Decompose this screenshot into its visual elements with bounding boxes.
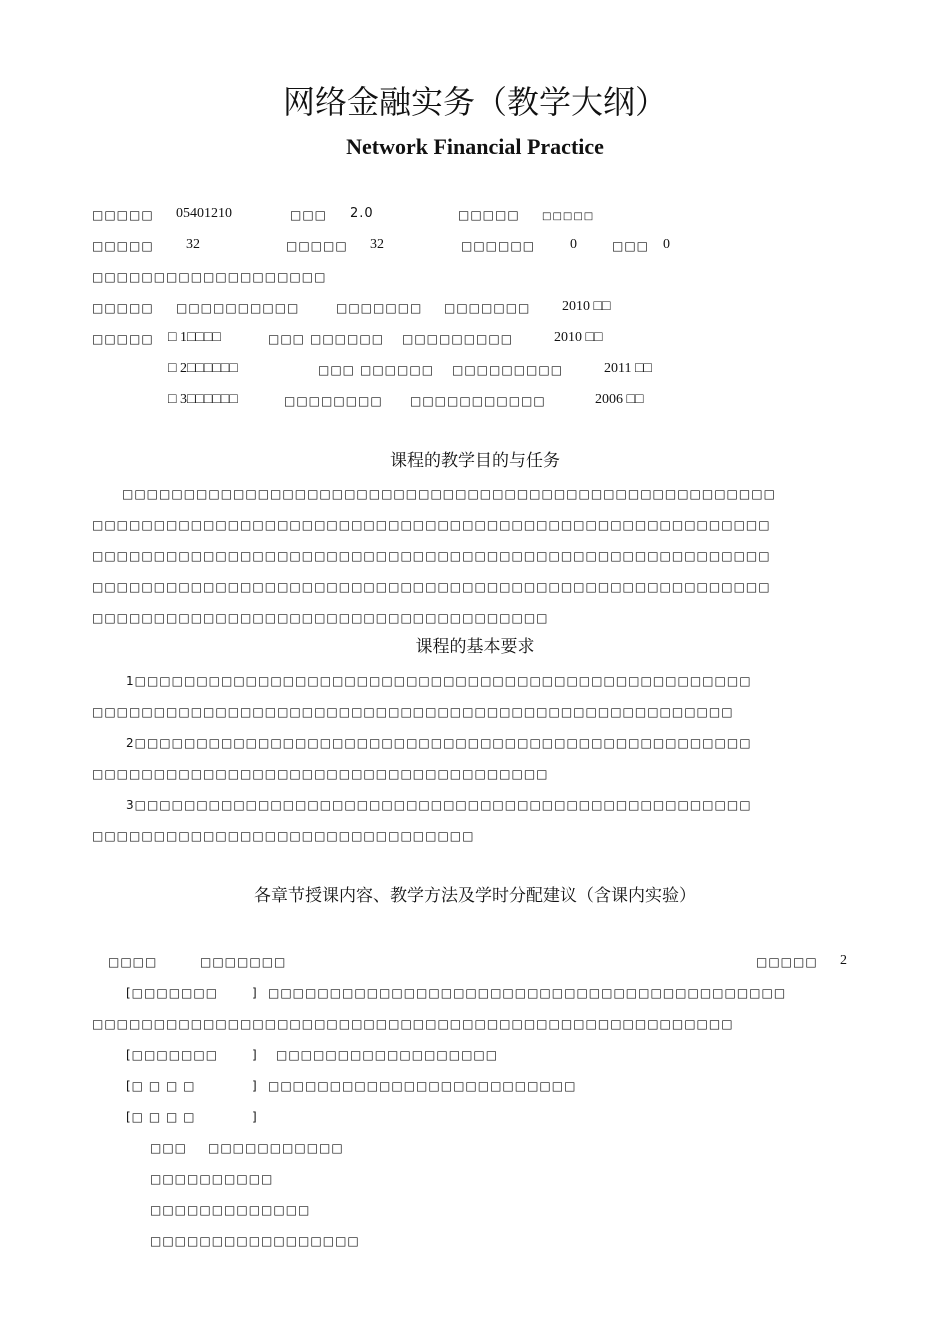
teaching-goal-text: □□□□□□□□□□□□□□□□□□□□□□□□□□□□□□□□□□□□□□□□□□: [268, 986, 787, 1000]
credit-label: □□□: [290, 208, 328, 222]
textbook-publisher: □□□□□□□: [444, 301, 531, 315]
requirement-1-line-1: 1□□□□□□□□□□□□□□□□□□□□□□□□□□□□□□□□□□□□□□□□□□□□□□□□□□: [126, 674, 752, 688]
document-subtitle: Network Financial Practice: [346, 134, 604, 159]
reference-2-year: 2011 □□: [604, 361, 652, 376]
course-type-label: □□□□□: [458, 208, 520, 222]
theory-hours-label: □□□□□: [286, 239, 348, 253]
chapter-title: □□□□□□□: [200, 955, 287, 969]
document-title: 网络金融实务（教学大纲）: [282, 83, 667, 121]
course-code-value: 05401210: [176, 206, 232, 221]
reference-1-publisher: □□□□□□□□□: [402, 332, 514, 346]
credit-value: 2.0: [350, 206, 374, 221]
objectives-line-1: □□□□□□□□□□□□□□□□□□□□□□□□□□□□□□□□□□□□□□□□□□□□□□□□□□□□□: [122, 487, 776, 501]
theory-hours-value: 32: [370, 237, 384, 252]
key-points-tag: [□ □ □ □: [126, 1079, 196, 1093]
requirement-3-line-2: □□□□□□□□□□□□□□□□□□□□□□□□□□□□□□□: [92, 829, 475, 843]
textbook-label: □□□□□: [92, 301, 154, 315]
objectives-line-3: □□□□□□□□□□□□□□□□□□□□□□□□□□□□□□□□□□□□□□□□□□□□□□□□□□□□□□□: [92, 549, 771, 563]
teaching-method-tag-close: ]: [252, 1048, 258, 1062]
section-heading-chapters: 各章节授课内容、教学方法及学时分配建议（含课内实验）: [254, 886, 696, 906]
requirement-1-line-2: □□□□□□□□□□□□□□□□□□□□□□□□□□□□□□□□□□□□□□□□□□□□□□□□□□□□: [92, 705, 734, 719]
objectives-line-2: □□□□□□□□□□□□□□□□□□□□□□□□□□□□□□□□□□□□□□□□□□□□□□□□□□□□□□□: [92, 518, 771, 532]
applicable-majors: □□□□□□□□□□□□□□□□□□□: [92, 270, 327, 284]
teaching-content-tag: [□ □ □ □: [126, 1110, 196, 1124]
reference-3-name: □□□□□□□□: [284, 394, 383, 408]
outline-item-1-number: □□□: [150, 1141, 188, 1155]
reference-2-number: □ 2□□□□□□: [168, 361, 238, 376]
lab-hours-value: 0: [570, 237, 577, 252]
lab-hours-label: □□□□□□: [461, 239, 536, 253]
reference-3-number: □ 3□□□□□□: [168, 392, 238, 407]
reference-1-year: 2010 □□: [554, 330, 603, 345]
reference-3-year: 2006 □□: [595, 392, 644, 407]
teaching-content-tag-close: ]: [252, 1110, 258, 1124]
requirement-2-line-1: 2□□□□□□□□□□□□□□□□□□□□□□□□□□□□□□□□□□□□□□□□□□□□□□□□□□: [126, 736, 752, 750]
reference-3-publisher: □□□□□□□□□□□: [410, 394, 546, 408]
textbook-year: 2010 □□: [562, 299, 611, 314]
teaching-method-tag: [□□□□□□□: [126, 1048, 219, 1062]
teaching-goal-tag-close: ]: [252, 986, 258, 1000]
outline-item-4-text: □□□□□□□□□□□□□□□□□: [150, 1234, 360, 1248]
total-hours-value: 32: [186, 237, 200, 252]
objectives-line-5: □□□□□□□□□□□□□□□□□□□□□□□□□□□□□□□□□□□□□: [92, 611, 549, 625]
course-type-value: □□□□□: [542, 211, 595, 222]
other-hours-label: □□□: [612, 239, 650, 253]
reference-2-publisher: □□□□□□□□□: [452, 363, 564, 377]
requirement-3-line-1: 3□□□□□□□□□□□□□□□□□□□□□□□□□□□□□□□□□□□□□□□□□□□□□□□□□□: [126, 798, 752, 812]
objectives-line-4: □□□□□□□□□□□□□□□□□□□□□□□□□□□□□□□□□□□□□□□□□□□□□□□□□□□□□□□: [92, 580, 771, 594]
section-heading-objectives: 课程的教学目的与任务: [390, 451, 560, 471]
other-hours-value: 0: [663, 237, 670, 252]
reference-2-author: □□□: [318, 363, 356, 377]
key-points-text: □□□□□□□□□□□□□□□□□□□□□□□□□: [268, 1079, 577, 1093]
reference-2-name: □□□□□□: [360, 363, 435, 377]
outline-item-2-text: □□□□□□□□□□: [150, 1172, 274, 1186]
chapter-hours-label: □□□□□: [756, 955, 818, 969]
teaching-goal-text-cont: □□□□□□□□□□□□□□□□□□□□□□□□□□□□□□□□□□□□□□□□□□□□□□□□□□□□: [92, 1017, 734, 1031]
chapter-label: □□□□: [108, 955, 158, 969]
textbook-name: □□□□□□□□□□: [176, 301, 300, 315]
section-heading-requirements: 课程的基本要求: [415, 637, 535, 657]
teaching-goal-tag: [□□□□□□□: [126, 986, 219, 1000]
key-points-tag-close: ]: [252, 1079, 258, 1093]
textbook-publisher-label: □□□□□□□: [336, 301, 423, 315]
total-hours-label: □□□□□: [92, 239, 154, 253]
reference-1-name: □□□□□□: [310, 332, 385, 346]
teaching-method-text: □□□□□□□□□□□□□□□□□□: [276, 1048, 499, 1062]
reference-label: □□□□□: [92, 332, 154, 346]
outline-item-1-text: □□□□□□□□□□□: [208, 1141, 344, 1155]
requirement-2-line-2: □□□□□□□□□□□□□□□□□□□□□□□□□□□□□□□□□□□□□: [92, 767, 549, 781]
chapter-hours-value: 2: [840, 953, 847, 968]
reference-1-author: □□□: [268, 332, 306, 346]
course-code-label: □□□□□: [92, 208, 154, 222]
outline-item-3-text: □□□□□□□□□□□□□: [150, 1203, 311, 1217]
reference-1-number: □ 1□□□□: [168, 330, 221, 345]
